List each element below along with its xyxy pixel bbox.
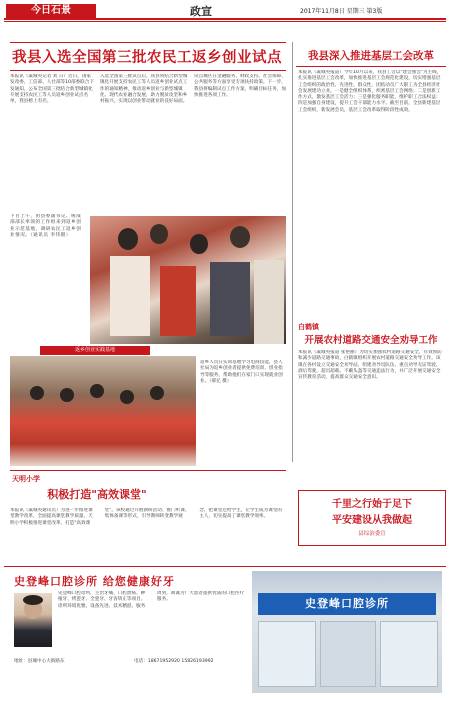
slogan-line-1: 千里之行始于足下	[332, 499, 412, 510]
news-photo-officials	[90, 216, 286, 344]
headline-rule	[10, 70, 286, 71]
school-article-body: 本报讯（戚城英通讯员）为进一步推进课堂教学改革，全面提高课堂教学质量，天明小学积极推进课堂改革，打造"高效课堂"。该校通过开展教研活动、推门听课、集体备课等形式，引导教师转变教学观念，把课堂还给学生，让学生成为课堂的主人，切实提高了课堂教学效率。	[10, 508, 283, 526]
side-headline: 我县深入推进基层工会改革	[308, 50, 434, 62]
photo-caption-2: 返乡人员在实训基地学习电商技能，县人社局为返乡创业者提供免费培训、创业指导等服务，帮助他们在家门口实现就业创业。（郝亿 摄）	[200, 360, 283, 384]
main-headline: 我县入选全国第三批农民工返乡创业试点	[12, 49, 282, 66]
side-headline-rule	[296, 66, 446, 67]
newspaper-logo: 今日石景	[6, 4, 96, 18]
masthead-rule-thin	[4, 21, 446, 22]
slogan-box	[298, 490, 446, 546]
traffic-kicker: 白鹤镇	[298, 322, 319, 331]
article-paragraph-3: 试点城区在金融服务、财政支持、社会保障、公共服务等方面享受专项扶持政策。下一步，我县将编制试点工作方案，明确目标任务，加快推进各项工作。	[194, 74, 286, 98]
masthead	[0, 0, 450, 40]
traffic-article-body: 本报讯（戚城英报道 张艳丽）为切实加强农村道路交通安全，有效预防和减少道路交通事故，白鹤镇组织开展农村道路交通安全劝导工作。该镇在各村设立交通安全劝导站，组建劝导员队伍，重点劝导无证驾驶、酒后驾驶、超员超载、不戴头盔等交通违法行为，并广泛开展交通安全宣传教育活动，提高群众交通安全意识。	[298, 350, 442, 381]
slogan-footer: 县综治委宣	[358, 531, 386, 537]
ad-section	[4, 566, 446, 698]
slogan-line-2: 平安建设从我做起	[332, 515, 412, 526]
clinic-storefront-photo	[252, 571, 442, 693]
news-photo-training	[10, 356, 196, 466]
side-article-body: 本报讯（戚城英报道）今年10月以来，我县工会以"建会强会"为主线，扎实推进基层工会改革，加快推进基层工会规范化建设，切实增强基层工会组织的政治性、先进性、群众性，团结动员广大职工为全县经济社会发展建功立业。一是健全组织体系，织密基层工会网络；二是创新工作方式，激发基层工会活力；三是强化服务职能，维护职工合法权益；四是加强自身建设，提升工会干部能力水平。截至目前，全县新建基层工会组织，新发展会员，基层工会改革取得阶段性成效。	[298, 70, 442, 113]
traffic-headline: 开展农村道路交通安全劝导工作	[304, 335, 438, 346]
column-divider	[292, 42, 293, 462]
section-title: 政宣	[190, 5, 212, 18]
dentist-portrait	[14, 593, 52, 647]
ad-phone: 电话：18671952920 15826193992	[134, 659, 214, 664]
headline-rule-top	[10, 42, 286, 43]
clinic-sign: 史登峰口腔诊所	[258, 593, 436, 615]
photo-label-banner: 返乡创业实践基地	[40, 346, 150, 355]
masthead-rule	[4, 18, 446, 20]
school-kicker: 天明小学	[12, 474, 40, 483]
ad-address: 地址：县城中心大街路东	[14, 659, 65, 664]
ad-title: 史登峰口腔诊所 给您健康好牙	[14, 575, 175, 588]
school-top-rule	[10, 470, 286, 471]
school-headline: 积极打造"高效课堂"	[47, 488, 147, 501]
ad-body: 史登峰口腔诊所，主治牙痛、口腔溃疡、种植牙、烤瓷牙、全瓷牙、牙齿矫正等项目。诊所环境优雅、设备先进、技术精湛、服务周到，竭诚为广大患者提供优质的口腔医疗服务。	[58, 591, 245, 609]
dateline: 2017年11月8日 星期三 第3版	[300, 8, 383, 15]
photo-caption-1: 下目上午，由县委副书记、统战部部长率领的工作组来到返乡创业示范基地，调研农民工返乡创业情况。（通讯员 李伟摄）	[10, 214, 82, 238]
article-paragraph-2: 入选全国第三批试点后，我县将结合新型城镇化开展支持农民工等人员返乡创业试点工作的通知精神，推动返乡创业与新型城镇化、现代农业融合发展，助力脱贫攻坚和乡村振兴，实现以创业带动就业的良好局面。	[100, 74, 188, 105]
article-paragraph-1: 本报讯（戚城英记者 刘 日）近日，国家发改委、工信部、人社部等10部委联合下发通知，公布全国第三批结合新型城镇化开展支持农民工等人员返乡创业试点名单，我县榜上有名。	[10, 74, 94, 105]
